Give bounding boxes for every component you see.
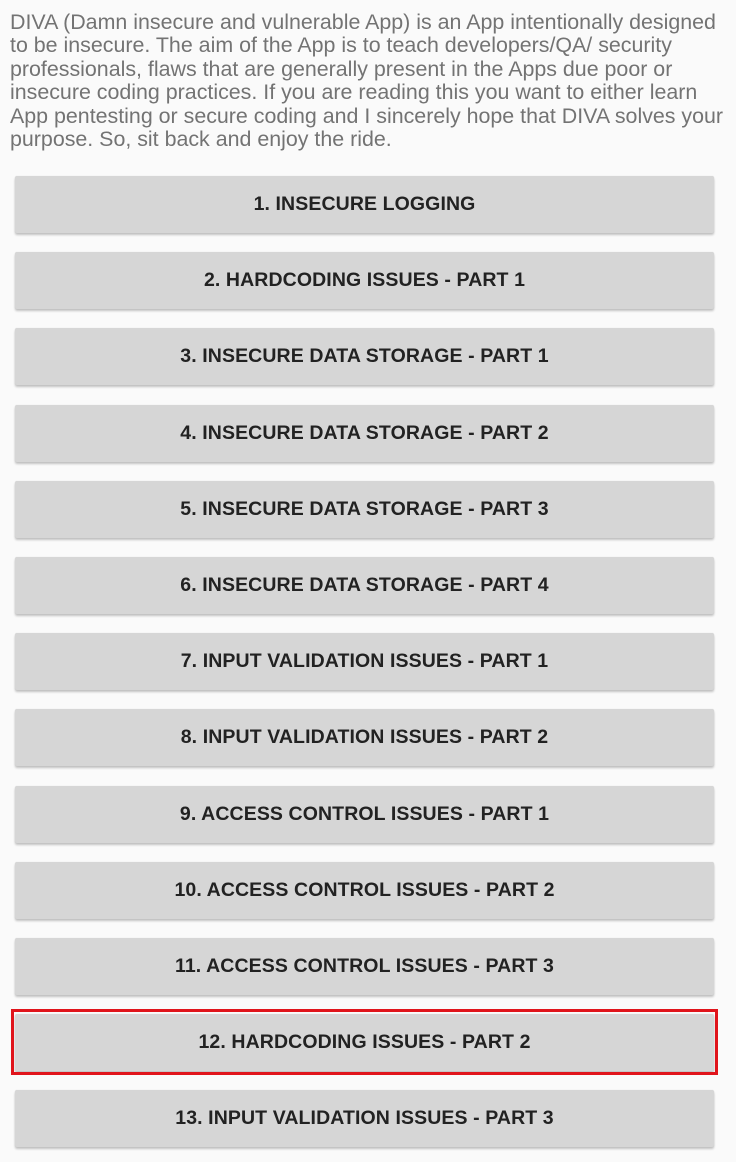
challenge-button-12[interactable]: 12. HARDCODING ISSUES - PART 2 bbox=[15, 1014, 714, 1071]
challenge-button-9[interactable]: 9. ACCESS CONTROL ISSUES - PART 1 bbox=[15, 786, 714, 843]
challenge-button-1[interactable]: 1. INSECURE LOGGING bbox=[15, 176, 714, 233]
challenge-button-6[interactable]: 6. INSECURE DATA STORAGE - PART 4 bbox=[15, 557, 714, 614]
challenge-button-7[interactable]: 7. INPUT VALIDATION ISSUES - PART 1 bbox=[15, 633, 714, 690]
challenge-button-8[interactable]: 8. INPUT VALIDATION ISSUES - PART 2 bbox=[15, 709, 714, 766]
challenge-list bbox=[15, 176, 714, 1162]
challenge-button-11[interactable]: 11. ACCESS CONTROL ISSUES - PART 3 bbox=[15, 938, 714, 995]
challenge-button-4[interactable]: 4. INSECURE DATA STORAGE - PART 2 bbox=[15, 405, 714, 462]
challenge-button-5[interactable]: 5. INSECURE DATA STORAGE - PART 3 bbox=[15, 481, 714, 538]
intro-text: DIVA (Damn insecure and vulnerable App) is an App intentionally designed to be insecure. The aim of the App is to teach developers/QA/ security professionals, flaws that are generally present in the Apps due poor or insecure coding practices. If you are reading this you want to either learn App pentesting or secure coding and I sincerely hope that DIVA solves your purpose. So, sit back and enjoy the ride. bbox=[10, 10, 724, 152]
challenge-button-2[interactable]: 2. HARDCODING ISSUES - PART 1 bbox=[15, 252, 714, 309]
challenge-button-13[interactable]: 13. INPUT VALIDATION ISSUES - PART 3 bbox=[15, 1090, 714, 1147]
challenge-button-3[interactable]: 3. INSECURE DATA STORAGE - PART 1 bbox=[15, 328, 714, 385]
challenge-button-10[interactable]: 10. ACCESS CONTROL ISSUES - PART 2 bbox=[15, 862, 714, 919]
